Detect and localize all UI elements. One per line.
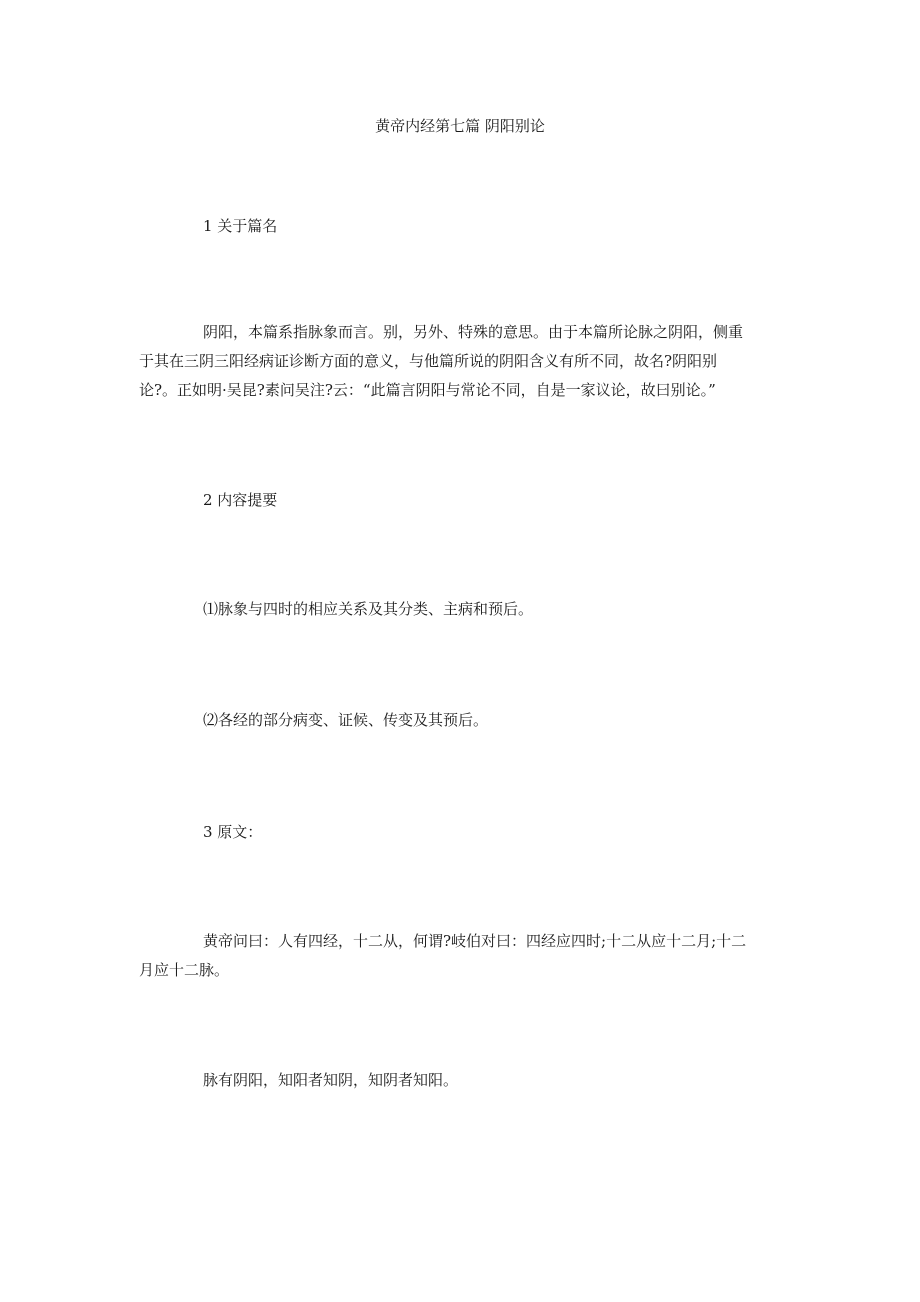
paragraph-line: 阴阳，本篇系指脉象而言。别，另外、特殊的意思。由于本篇所论脉之阴阳，侧重 [203, 323, 744, 341]
original-text-line: 脉有阴阳，知阳者知阴，知阴者知阳。 [203, 1071, 459, 1089]
summary-item-1: ⑴脉象与四时的相应关系及其分类、主病和预后。 [203, 600, 534, 618]
paragraph-line: 论?。正如明·吴昆?素问吴注?云：“此篇言阴阳与常论不同，自是一家议论，故曰别论。” [139, 381, 716, 399]
summary-item-2: ⑵各经的部分病变、证候、传变及其预后。 [203, 711, 489, 729]
section-heading-name: 1 关于篇名 [203, 217, 278, 235]
paragraph-line: 于其在三阴三阳经病证诊断方面的意义，与他篇所说的阴阳含义有所不同，故名?阴阳别 [139, 352, 718, 370]
paragraph-original-text [139, 927, 781, 985]
document-title: 黄帝内经第七篇 阴阳别论 [375, 117, 545, 135]
section-heading-summary: 2 内容提要 [203, 491, 278, 509]
section-heading-original-text: 3 原文： [203, 823, 263, 841]
paragraph-line: 月应十二脉。 [139, 961, 230, 979]
paragraph-line: 黄帝问曰：人有四经，十二从，何谓?岐伯对曰：四经应四时;十二从应十二月;十二 [203, 932, 747, 950]
paragraph-name-explanation [139, 318, 781, 405]
